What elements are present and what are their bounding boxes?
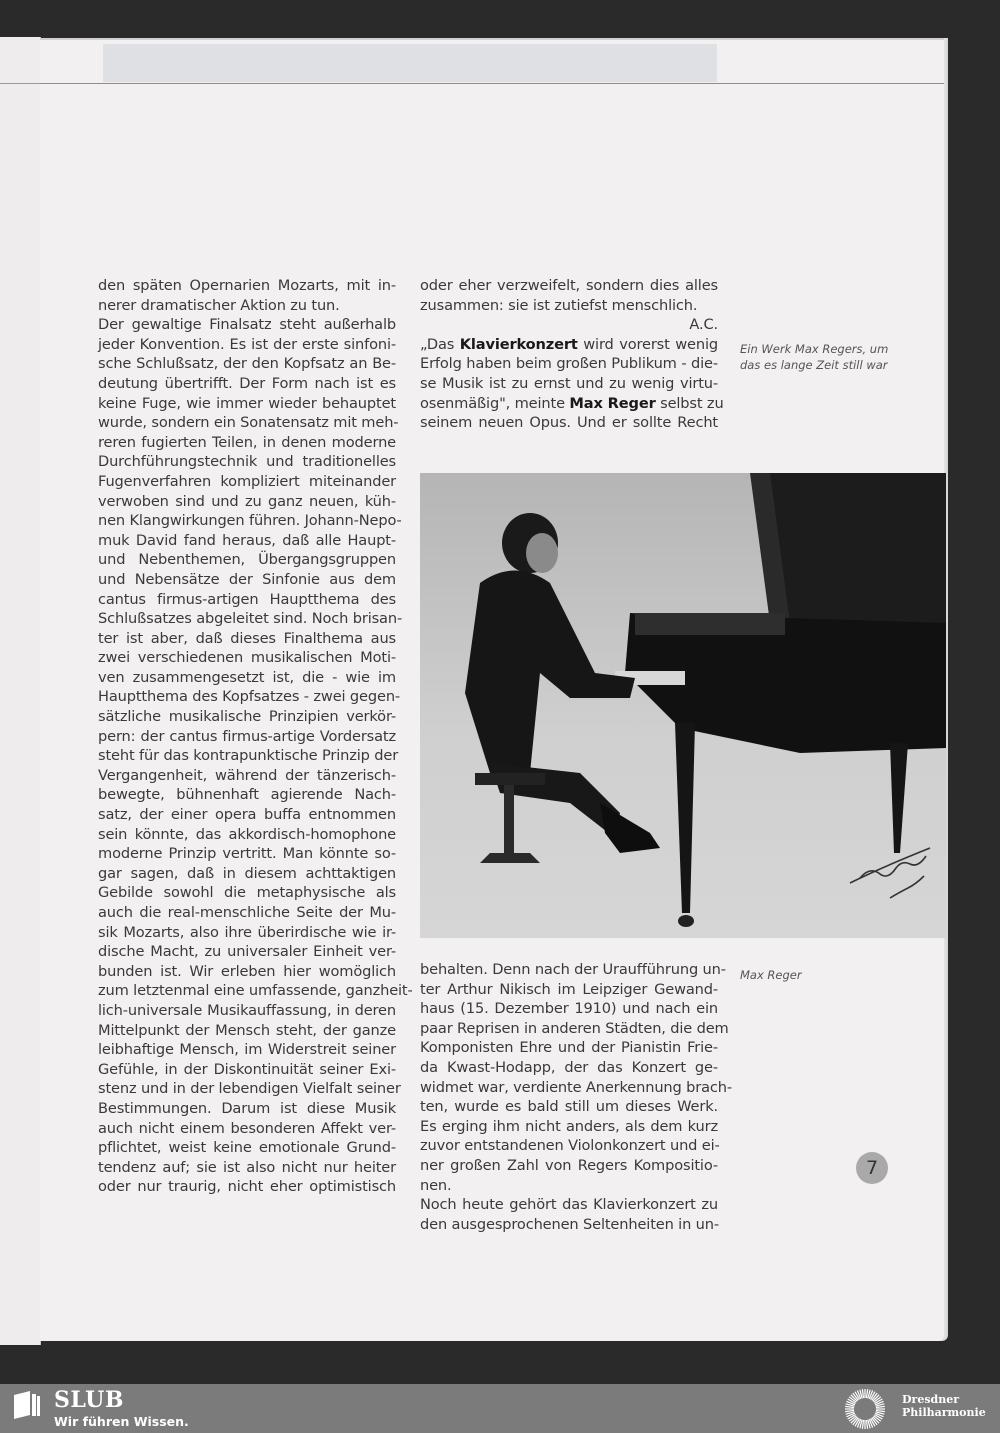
text-line: Gefühle, in der Diskontinuität seiner Exi- xyxy=(98,1060,396,1078)
text-line: und Nebenthemen, Übergangsgruppen xyxy=(98,551,396,569)
text-fragment: „Das xyxy=(420,335,460,353)
sunburst-ray xyxy=(862,1389,863,1398)
philharmonie-line1: Dresdner xyxy=(902,1393,960,1406)
text-line: widmet war, verdiente Anerkennung brach- xyxy=(420,1078,732,1096)
text-column-right-bottom xyxy=(420,960,732,1234)
piano-photo-illustration xyxy=(420,473,946,938)
text-line: nen. xyxy=(420,1176,452,1194)
text-line: Gebilde sowohl die metaphysische als xyxy=(98,884,396,902)
sidebar-caption xyxy=(740,342,920,373)
photo-caption: Max Reger xyxy=(740,968,802,982)
text-line: den ausgesprochenen Seltenheiten in un- xyxy=(420,1215,719,1233)
text-line: jeder Konvention. Es ist der erste sinfoni- xyxy=(98,335,396,353)
text-line: Schlußsatzes abgeleitet sind. Noch brisan- xyxy=(98,610,403,628)
text-line: wurde, sondern ein Sonatensatz mit meh- xyxy=(98,414,399,432)
text-line: Noch heute gehört das Klavierkonzert zu xyxy=(420,1196,718,1214)
document-page xyxy=(40,38,944,1341)
text-line: pern: der cantus firmus-artige Vordersatz xyxy=(98,727,396,745)
text-line: satz, der einer opera buffa entnommen xyxy=(98,806,396,824)
text-line: zum letztenmal eine umfassende, ganzheit- xyxy=(98,982,413,1000)
sunburst-ray xyxy=(876,1406,885,1407)
photo-max-reger-piano xyxy=(420,473,946,938)
text-line: lich-universale Musikauffassung, in deren xyxy=(98,1001,396,1019)
text-line: ven zusammengesetzt ist, die - wie im xyxy=(98,668,396,686)
text-line: Bestimmungen. Darum ist diese Musik xyxy=(98,1099,396,1117)
text-line: sätzliche musikalische Prinzipien verkör- xyxy=(98,708,396,726)
text-line: ter Arthur Nikisch im Leipziger Gewand- xyxy=(420,980,718,998)
text-line: haus (15. Dezember 1910) und nach ein xyxy=(420,1000,718,1018)
page-number-badge: 7 xyxy=(856,1152,888,1184)
text-line: Durchführungstechnik und traditionelles xyxy=(98,453,396,471)
highlight-klavierkonzert: Klavierkonzert xyxy=(459,335,578,353)
text-line: auch nicht einem besonderen Affekt ver- xyxy=(98,1119,396,1137)
text-line: gar sagen, daß in diesem achttaktigen xyxy=(98,864,396,882)
text-line: zusammen: sie ist zutiefst menschlich. xyxy=(420,296,698,314)
text-line: stenz und in der lebendigen Vielfalt seiner xyxy=(98,1080,401,1098)
text-line: Vergangenheit, während der tänzerisch- xyxy=(98,766,396,784)
text-line: sche Schlußsatz, der den Kopfsatz an Be- xyxy=(98,355,396,373)
text-column-right-top xyxy=(420,276,724,433)
highlight-max-reger: Max Reger xyxy=(569,394,656,412)
text-line: reren fugierten Teilen, in denen moderne xyxy=(98,433,396,451)
text-line: tendenz auf; sie ist also nicht nur heiter xyxy=(98,1158,396,1176)
text-line xyxy=(420,394,724,414)
text-line: muk David fand heraus, daß alle Haupt- xyxy=(98,531,396,549)
text-line: Fugenverfahren kompliziert miteinander xyxy=(98,472,396,490)
philharmonie-sunburst-icon xyxy=(842,1387,888,1431)
slub-book-icon xyxy=(14,1391,40,1419)
text-line: ten, wurde es bald still um dieses Werk. xyxy=(420,1098,718,1116)
caption-line: das es lange Zeit still war xyxy=(740,357,888,372)
text-line: zuvor entstandenen Violonkonzert und ei- xyxy=(420,1137,720,1155)
philharmonie-logo-text[interactable] xyxy=(902,1393,986,1419)
sunburst-ray xyxy=(866,1420,867,1429)
text-line: auch die real-menschliche Seite der Mu- xyxy=(98,904,396,921)
text-line: bewegte, bühnenhaft agierende Nach- xyxy=(98,786,396,804)
text-line: leibhaftige Mensch, im Widerstreit seiner xyxy=(98,1041,396,1059)
text-line: ter ist aber, daß dieses Finalthema aus xyxy=(98,629,396,647)
sunburst-ray xyxy=(876,1410,885,1411)
piano-lid xyxy=(765,473,946,633)
text-fragment: wird vorerst wenig xyxy=(577,335,718,353)
text-line: oder nur traurig, nicht eher optimistisch xyxy=(98,1178,396,1196)
text-line: moderne Prinzip vertritt. Man könnte so- xyxy=(98,845,396,863)
text-line: nerer dramatischer Aktion zu tun. xyxy=(98,296,340,314)
text-line: bunden ist. Wir erleben hier womöglich xyxy=(98,962,396,980)
text-line: pflichtet, weist keine emotionale Grund- xyxy=(98,1139,396,1157)
text-line: ner großen Zahl von Regers Kompositio- xyxy=(420,1156,718,1174)
text-line: Hauptthema des Kopfsatzes - zwei gegen- xyxy=(98,688,401,706)
sunburst-ray xyxy=(862,1420,863,1429)
text-line: seinem neuen Opus. Und er sollte Recht xyxy=(420,414,718,432)
text-line: Komponisten Ehre und der Pianistin Frie- xyxy=(420,1039,718,1057)
caption-line: Ein Werk Max Regers, um xyxy=(740,342,889,356)
text-fragment: osenmäßig", meinte xyxy=(420,394,570,412)
piano-stool xyxy=(475,773,545,785)
page-top-edge xyxy=(40,38,944,40)
text-line: da Kwast-Hodapp, der das Konzert ge- xyxy=(420,1058,718,1076)
text-line: oder eher verzweifelt, sondern dies alles xyxy=(420,277,718,294)
header-band xyxy=(103,44,717,82)
viewer-footer xyxy=(0,1384,1000,1433)
text-line: deutung übertrifft. Der Form nach ist es xyxy=(98,374,396,392)
text-line: und Nebensätze der Sinfonie aus dem xyxy=(98,570,396,588)
slub-tagline: Wir führen Wissen. xyxy=(54,1414,189,1429)
text-line: Erfolg haben beim großen Publikum - die- xyxy=(420,355,718,373)
header-rule xyxy=(40,83,944,84)
text-line: sik Mozarts, also ihre überirdische wie ir- xyxy=(98,923,396,941)
text-column-left xyxy=(98,276,413,1197)
text-line xyxy=(420,335,718,355)
text-line: verwoben sind und zu ganz neuen, küh- xyxy=(98,492,396,510)
slub-logo-text[interactable]: SLUB xyxy=(54,1387,124,1413)
text-line: zwei verschiedenen musikalischen Moti- xyxy=(98,649,396,667)
text-line: cantus firmus-artigen Hauptthema des xyxy=(98,590,396,608)
text-line: dische Macht, zu universaler Einheit ver- xyxy=(98,943,396,961)
text-line: sein könnte, das akkordisch-homophone xyxy=(98,825,396,843)
sunburst-ray xyxy=(866,1389,867,1398)
sunburst-ray xyxy=(845,1410,854,1411)
text-line: Es erging ihm nicht anders, als dem kurz xyxy=(420,1117,718,1135)
text-fragment: selbst zu xyxy=(655,394,724,412)
text-line: behalten. Denn nach der Uraufführung un- xyxy=(420,961,726,978)
facing-page-edge xyxy=(0,37,41,1345)
facing-page-rule xyxy=(0,83,40,84)
sunburst-ray xyxy=(845,1406,854,1407)
philharmonie-line2: Philharmonie xyxy=(902,1406,986,1419)
author-initials: A.C. xyxy=(689,316,718,334)
text-line: steht für das kontrapunktische Prinzip der xyxy=(98,747,399,765)
text-line: Mittelpunkt der Mensch steht, der ganze xyxy=(98,1021,396,1039)
text-line: den späten Opernarien Mozarts, mit in- xyxy=(98,277,396,294)
text-line: paar Reprisen in anderen Städten, die dem xyxy=(420,1019,729,1037)
text-line: nen Klangwirkungen führen. Johann-Nepo- xyxy=(98,512,402,530)
text-line: Der gewaltige Finalsatz steht außerhalb xyxy=(98,316,396,334)
text-line: keine Fuge, wie immer wieder behauptet xyxy=(98,394,396,412)
text-line: se Musik ist zu ernst und zu wenig virtu- xyxy=(420,374,718,392)
